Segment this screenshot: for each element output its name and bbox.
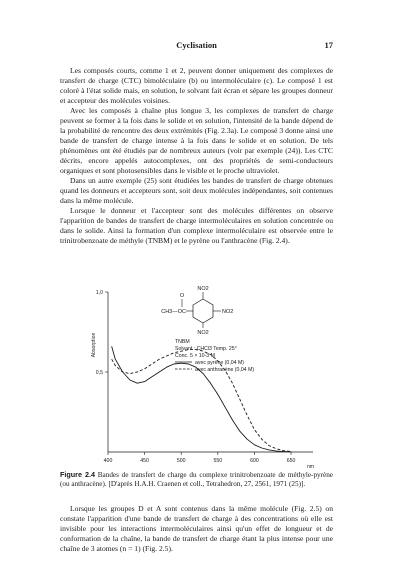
legend-label-anthracene: avec anthracène (0,04 M) — [195, 367, 255, 373]
paragraph: Avec les composés à chaîne plus longue 3, les complexes de transfert de charge peuvent se former à la fois dans le solide et en solution, l'intensité de la bande dépend de la probabilité de rencontre des deux extrémités (Fig. 2.3a). Le composé 3 donne ainsi une bande de transfert de charge intense à la fois dans le solide et en solution. De tels phénomènes ont été étudiés par de nombreux auteurs (voir par exemple (24)). Les CTC décrits, encore appelés autocomplexes, ont des propriétés de semi-conducteurs organiques et sont photosensibles dans le visible et le proche ultraviolet. — [60, 106, 333, 175]
paragraph: Dans un autre exemple (25) sont étudiées les bandes de transfert de charge obtenues quand les donneurs et accepteurs sont, soit deux molécules indépendantes, soit contenues dans la même molécule. — [60, 176, 333, 205]
absorption-chart — [60, 280, 333, 470]
x-unit-label: nm — [307, 464, 314, 470]
y-tick-label: 0,5 — [95, 370, 103, 376]
legend-solvent: Solvant : CHCl3 Temp. 25° — [175, 346, 237, 352]
carbonyl-o: O — [179, 293, 185, 299]
tnbm-structure — [161, 286, 233, 336]
ticks — [96, 290, 296, 464]
x-tick-label: 550 — [213, 458, 223, 464]
running-head — [60, 40, 333, 52]
figure-2-4 — [60, 280, 333, 470]
paragraph: Lorsque le donneur et l'accepteur sont des molécules différentes on observe l'apparition de bandes de transfert de charge intermoléculaires en solution concentrée ou dans le solide. Ainsi la formation d'un complexe intermoléculaire est observée entre le trinitrobenzoate de méthyle (TNBM) et le pyrène ou l'anthracène (Fig. 2.4). — [60, 206, 333, 245]
x-tick-label: 500 — [176, 458, 186, 464]
closing-text — [60, 504, 333, 554]
no2-bottom: NO2 — [197, 330, 209, 336]
caption-text: Bandes de transfert de charge du complexe trinitrobenzoate de méthyle-pyrène (ou anthracène). [D'après H.A.H. Craenen et coll., Tetrahedron, 27, 2561, 1971 (25)]. — [60, 471, 334, 489]
no2-right: NO2 — [222, 309, 234, 315]
x-tick-label: 450 — [140, 458, 149, 464]
y-tick-label: 1,0 — [95, 290, 103, 296]
legend — [175, 339, 254, 373]
axes — [91, 292, 314, 470]
x-tick-label: 400 — [103, 458, 113, 464]
no2-top: NO2 — [197, 286, 209, 292]
legend-label-pyrene: avec pyrène (0,04 M) — [195, 360, 245, 366]
legend-concentration: Conc. 5 × 10-3 M — [175, 353, 215, 359]
body-text — [60, 66, 333, 246]
page-number: 17 — [324, 40, 333, 50]
x-tick-label: 600 — [250, 458, 259, 464]
figure-caption — [60, 470, 333, 489]
benzene-ring — [193, 299, 213, 323]
ester-group: CH3—OC — [161, 309, 186, 315]
paragraph: Les composés courts, comme 1 et 2, peuvent donner uniquement des complexes de transfert de charge (CTC) bimoléculaire (b) ou intermoléculaire (c). Le composé 1 est coloré à l'état solide mais, en solution, le solvant fait écran et sépare les groupes donneur et accepteur des molécules voisines. — [60, 66, 333, 105]
caption-label: Figure 2.4 — [60, 470, 95, 479]
x-tick-label: 650 — [286, 458, 296, 464]
paragraph: Lorsque les groupes D et A sont contenus dans la même molécule (Fig. 2.5) on constate l'apparition d'une bande de transfert de charge à des concentrations où elle est invisible pour les interactions intermoléculaires ainsi qu'un effet de longueur et de conformation de la chaîne, la bande de transfert de charge étant la plus intense pour une chaîne de 3 atomes (n = 1) (Fig. 2.5). — [60, 504, 333, 553]
legend-compound: TNBM — [175, 339, 190, 345]
y-axis-label: Absorption — [91, 332, 97, 358]
running-title: Cyclisation — [176, 40, 217, 50]
